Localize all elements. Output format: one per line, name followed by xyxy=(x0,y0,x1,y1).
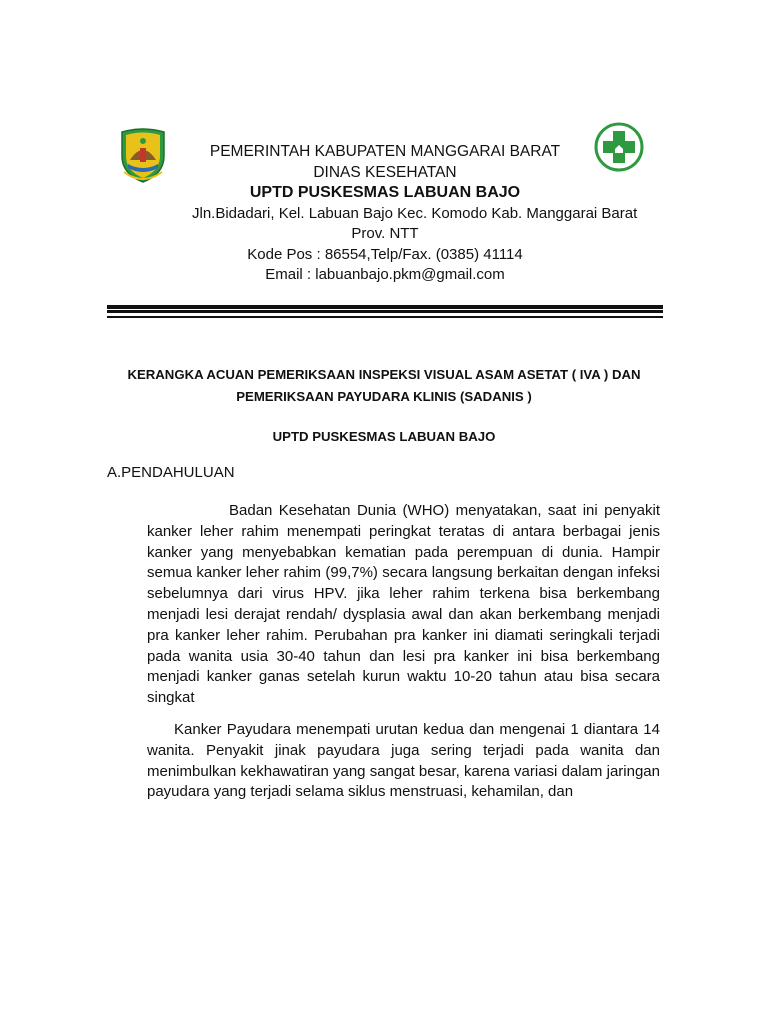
address-street: Jln.Bidadari, Kel. Labuan Bajo Kec. Komodo Kab. Manggarai Barat xyxy=(192,205,638,222)
document-title-line1: KERANGKA ACUAN PEMERIKSAAN INSPEKSI VISUAL ASAM ASETAT ( IVA ) DAN xyxy=(127,367,641,382)
letterhead-divider xyxy=(107,305,663,309)
body-paragraph: Kanker Payudara menempati urutan kedua dan mengenai 1 diantara 14 wanita. Penyakit jinak payudara juga sering terjadi pada wanita dan menimbulkan kekhawatiran yang sangat besar, karena variasi dalam jaringan payudara yang terjadi selama siklus menstruasi, kehamilan, dan xyxy=(147,721,660,801)
address-province: Prov. NTT xyxy=(351,225,419,242)
government-name: PEMERINTAH KABUPATEN MANGGARAI BARAT xyxy=(209,143,561,160)
address-email: Email : labuanbajo.pkm@gmail.com xyxy=(265,266,505,283)
department-name: DINAS KESEHATAN xyxy=(313,164,457,181)
letterhead-divider xyxy=(107,316,663,318)
section-heading: A.PENDAHULUAN xyxy=(107,464,235,481)
address-postal-phone: Kode Pos : 86554,Telp/Fax. (0385) 41114 xyxy=(247,246,523,263)
document-title-line2: PEMERIKSAAN PAYUDARA KLINIS (SADANIS ) xyxy=(236,389,532,404)
document-subtitle: UPTD PUSKESMAS LABUAN BAJO xyxy=(272,429,496,444)
letterhead-divider xyxy=(107,310,663,313)
institution-name: UPTD PUSKESMAS LABUAN BAJO xyxy=(249,184,521,201)
body-paragraph: Badan Kesehatan Dunia (WHO) menyatakan, saat ini penyakit kanker leher rahim menempati peringkat teratas di antara berbagai jenis kanker yang menyebabkan kematian pada perempuan di dunia. Hampir semua kanker leher rahim (99,7%) secara langsung berkaitan dengan infeksi sebelumnya dari virus HPV. jika leher rahim terkena bisa berkembang menjadi lesi derajat rendah/ dysplasia awal dan akan berkembang menjadi pra kanker leher rahim. Perubahan pra kanker ini diamati seringkali terjadi pada wanita usia 30-40 tahun dan lesi pra kanker ini bisa berkembang menjadi kanker ganas setelah kurun waktu 10-20 tahun atau bisa secara singkat xyxy=(147,502,660,707)
